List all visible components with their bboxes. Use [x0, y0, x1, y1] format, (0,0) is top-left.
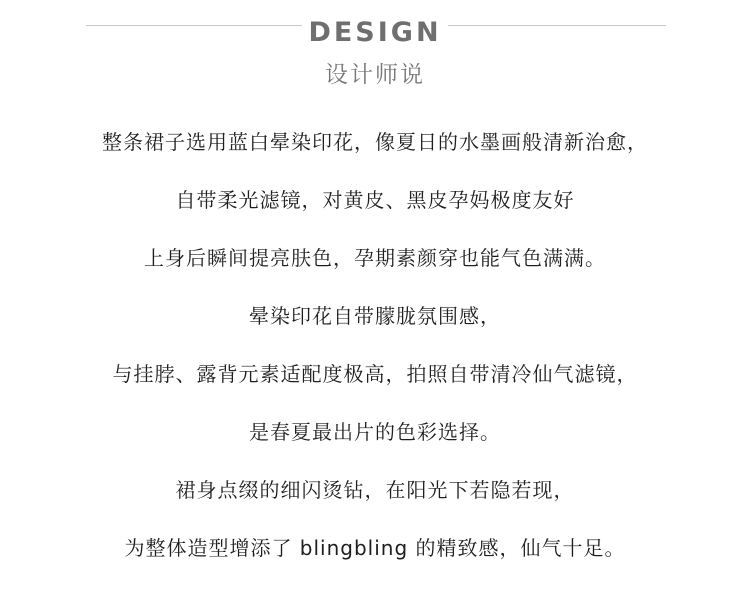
description-line: 整条裙子选用蓝白晕染印花，像夏日的水墨画般清新治愈， — [102, 130, 648, 154]
description-line: 自带柔光滤镜，对黄皮、黑皮孕妈极度友好 — [175, 188, 575, 212]
section-subtitle: 设计师说 — [325, 62, 425, 88]
section-header — [0, 0, 750, 100]
description-line: 为整体造型增添了 blingbling 的精致感，仙气十足。 — [124, 536, 626, 560]
description-line: 晕染印花自带朦胧氛围感， — [249, 304, 501, 328]
section-title: DESIGN — [308, 17, 442, 48]
description-line: 上身后瞬间提亮肤色，孕期素颜穿也能气色满满。 — [144, 246, 606, 270]
description-line: 是春夏最出片的色彩选择。 — [249, 420, 501, 444]
description-line: 裙身点缀的细闪烫钻，在阳光下若隐若现， — [175, 478, 575, 502]
designer-description — [0, 124, 750, 588]
description-line: 与挂脖、露背元素适配度极高，拍照自带清冷仙气滤镜， — [112, 362, 638, 386]
